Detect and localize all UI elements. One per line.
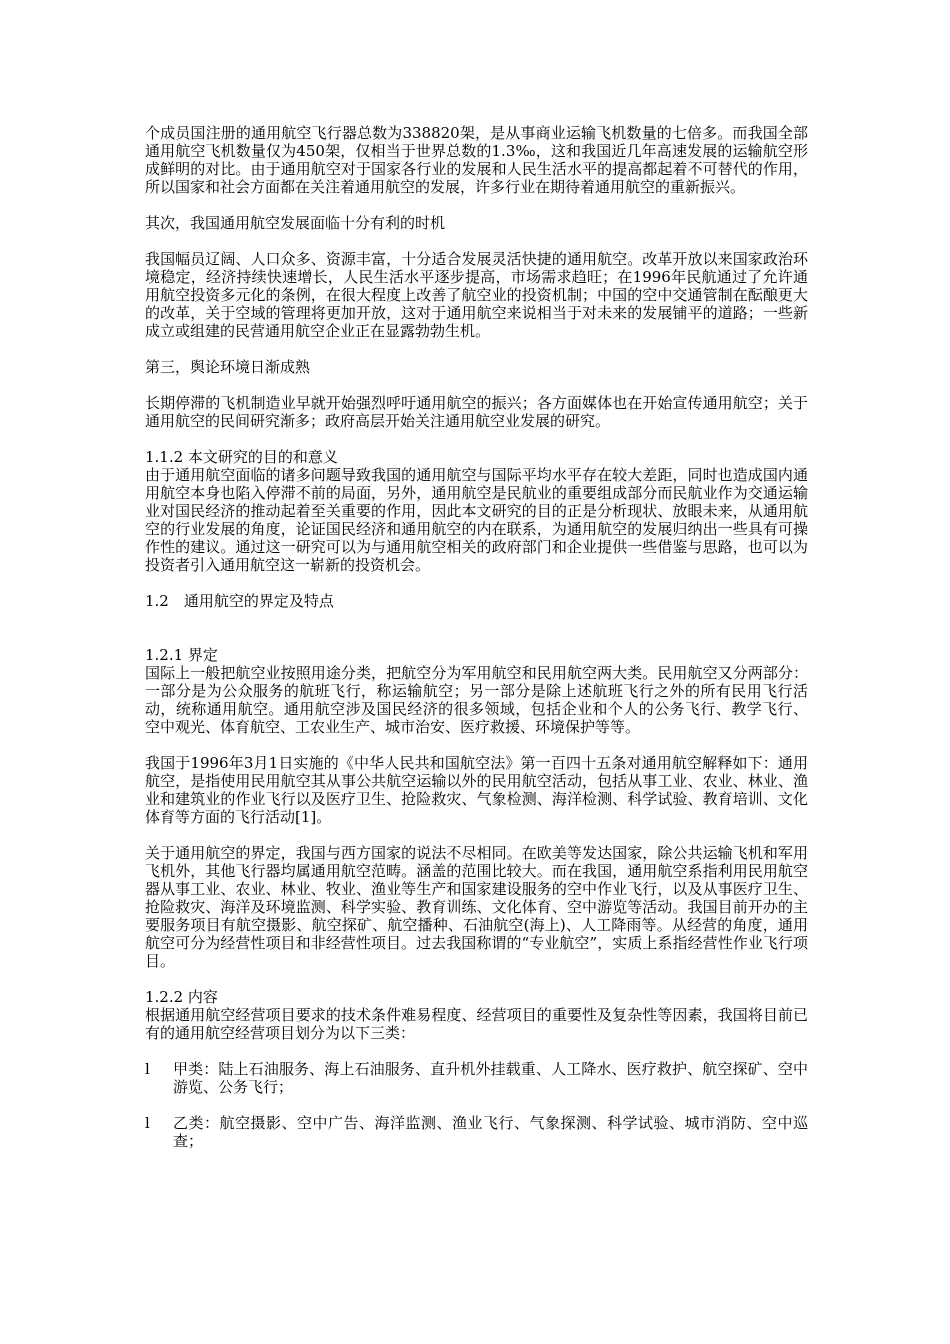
list-item-text: 乙类：航空摄影、空中广告、海洋监测、渔业飞行、气象探测、科学试验、城市消防、空中巡查； — [173, 1114, 808, 1150]
list-item-class-b — [145, 1114, 808, 1150]
paragraph-intro: 个成员国注册的通用航空飞行器总数为338820架，是从事商业运输飞机数量的七倍多。而我国全部通用航空飞机数量仅为450架，仅相当于世界总数的1.3‰，这和我国近几年高速发展的运输航空形成鲜明的对比。由于通用航空对于国家各行业的发展和人民生活水平的提高都起着不可替代的作用，所以国家和社会方面都在关注着通用航空的发展，许多行业在期待着通用航空的重新振兴。 — [145, 124, 808, 196]
heading-second-point: 其次，我国通用航空发展面临十分有利的时机 — [145, 214, 446, 232]
paragraph-public-opinion: 长期停滞的飞机制造业早就开始强烈呼吁通用航空的振兴；各方面媒体也在开始宣传通用航空；关于通用航空的民间研究渐多；政府高层开始关注通用航空业发展的研究。 — [145, 394, 808, 430]
list-item-class-a — [145, 1060, 808, 1096]
paragraph-classification: 根据通用航空经营项目要求的技术条件难易程度、经营项目的重要性及复杂性等因素，我国将目前已有的通用航空经营项目划分为以下三类： — [145, 1006, 808, 1042]
section-heading-1-1-2: 1.1.2 本文研究的目的和意义 — [145, 448, 338, 466]
section-heading-1-2-2: 1.2.2 内容 — [145, 988, 218, 1006]
section-heading-1-2-1: 1.2.1 界定 — [145, 646, 218, 664]
section-heading-1-2: 1.2 通用航空的界定及特点 — [145, 592, 334, 610]
list-bullet: l — [145, 1060, 150, 1078]
list-bullet: l — [145, 1114, 150, 1132]
paragraph-research-purpose: 由于通用航空面临的诸多问题导致我国的通用航空与国际平均水平存在较大差距，同时也造成国内通用航空本身也陷入停滞不前的局面，另外，通用航空是民航业的重要组成部分而民航业作为交通运输业对国民经济的推动起着至关重要的作用，因此本文研究的目的正是分析现状、放眼未来，从通用航空的行业发展的角度，论证国民经济和通用航空的内在联系，为通用航空的发展归纳出一些具有可操作性的建议。通过这一研究可以为与通用航空相关的政府部门和企业提供一些借鉴与思路，也可以为投资者引入通用航空这一崭新的投资机会。 — [145, 466, 808, 574]
paragraph-definition-comparison: 关于通用航空的界定，我国与西方国家的说法不尽相同。在欧美等发达国家，除公共运输飞机和军用飞机外，其他飞行器均属通用航空范畴。涵盖的范围比较大。而在我国，通用航空系指利用民用航空器从事工业、农业、林业、牧业、渔业等生产和国家建设服务的空中作业飞行，以及从事医疗卫生、抢险救灾、海洋及环境监测、科学实验、教育训练、文化体育、空中游览等活动。我国目前开办的主要服务项目有航空摄影、航空探矿、航空播种、石油航空(海上)、人工降雨等。从经营的角度，通用航空可分为经营性项目和非经营性项目。过去我国称谓的“专业航空”，实质上系指经营性作业飞行项目。 — [145, 844, 808, 970]
paragraph-favorable-timing: 我国幅员辽阔、人口众多、资源丰富，十分适合发展灵活快捷的通用航空。改革开放以来国家政治环境稳定，经济持续快速增长，人民生活水平逐步提高，市场需求趋旺；在1996年民航通过了允许通用航空投资多元化的条例，在很大程度上改善了航空业的投资机制；中国的空中交通管制在酝酿更大的改革，关于空域的管理将更加开放，这对于通用航空来说相当于对未来的发展铺平的道路；一些新成立或组建的民营通用航空企业正在显露勃勃生机。 — [145, 250, 808, 340]
paragraph-aviation-law: 我国于1996年3月1日实施的《中华人民共和国航空法》第一百四十五条对通用航空解释如下：通用航空，是指使用民用航空其从事公共航空运输以外的民用航空活动，包括从事工业、农业、林业、渔业和建筑业的作业飞行以及医疗卫生、抢险救灾、气象检测、海洋检测、科学试验、教育培训、文化体育等方面的飞行活动[1]。 — [145, 754, 808, 826]
list-item-text: 甲类：陆上石油服务、海上石油服务、直升机外挂载重、人工降水、医疗救护、航空探矿、空中游览、公务飞行； — [173, 1060, 808, 1096]
heading-third-point: 第三，舆论环境日渐成熟 — [145, 358, 311, 376]
paragraph-definition: 国际上一般把航空业按照用途分类，把航空分为军用航空和民用航空两大类。民用航空又分两部分：一部分是为公众服务的航班飞行，称运输航空；另一部分是除上述航班飞行之外的所有民用飞行活动，统称通用航空。通用航空涉及国民经济的很多领域，包括企业和个人的公务飞行、教学飞行、 空中观光、体育航空、工农业生产、城市治安、医疗救援、环境保护等等。 — [145, 664, 808, 736]
